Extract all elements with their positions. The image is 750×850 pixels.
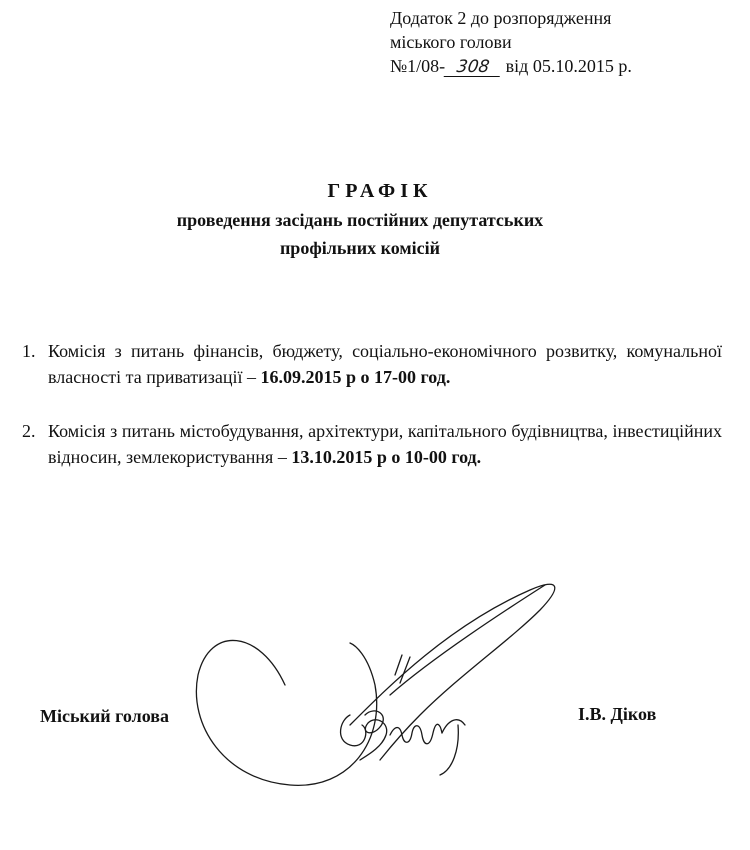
document-header — [390, 6, 730, 78]
order-date: від 05.10.2015 р. — [501, 56, 632, 76]
signatory-name: І.В. Діков — [578, 704, 657, 724]
item-number: 1. — [22, 341, 36, 361]
item-text — [48, 338, 722, 390]
commission-description: Комісія з питань фінансів, бюджету, соціально-економічного розвитку, комунальної власності та приватизації – — [48, 341, 722, 387]
commission-description: Комісія з питань містобудування, архітектури, капітального будівництва, інвестиційних відносин, землекористування – — [48, 421, 722, 467]
subtitle-line-1: проведення засідань постійних депутатських — [176, 210, 544, 230]
appendix-line-2: міського голови — [390, 32, 512, 52]
item-text — [48, 418, 722, 470]
page-subtitle — [90, 206, 630, 262]
item-number: 2. — [22, 421, 36, 441]
handwritten-order-number: 308 — [444, 58, 503, 77]
page-title: ГРАФІК — [327, 180, 433, 202]
subtitle-line-2: профільних комісій — [279, 238, 441, 258]
list-item — [22, 338, 722, 390]
meeting-datetime: 16.09.2015 р о 17-00 год. — [260, 367, 451, 387]
appendix-line: Додаток 2 до розпорядження — [390, 8, 612, 28]
meeting-datetime: 13.10.2015 р о 10-00 год. — [291, 447, 482, 467]
order-reference — [390, 54, 730, 78]
signatory-position: Міський голова — [40, 706, 169, 726]
order-prefix: №1/08- — [390, 56, 446, 76]
list-item — [22, 418, 722, 470]
schedule-list — [22, 338, 722, 498]
handwritten-signature — [190, 565, 580, 795]
